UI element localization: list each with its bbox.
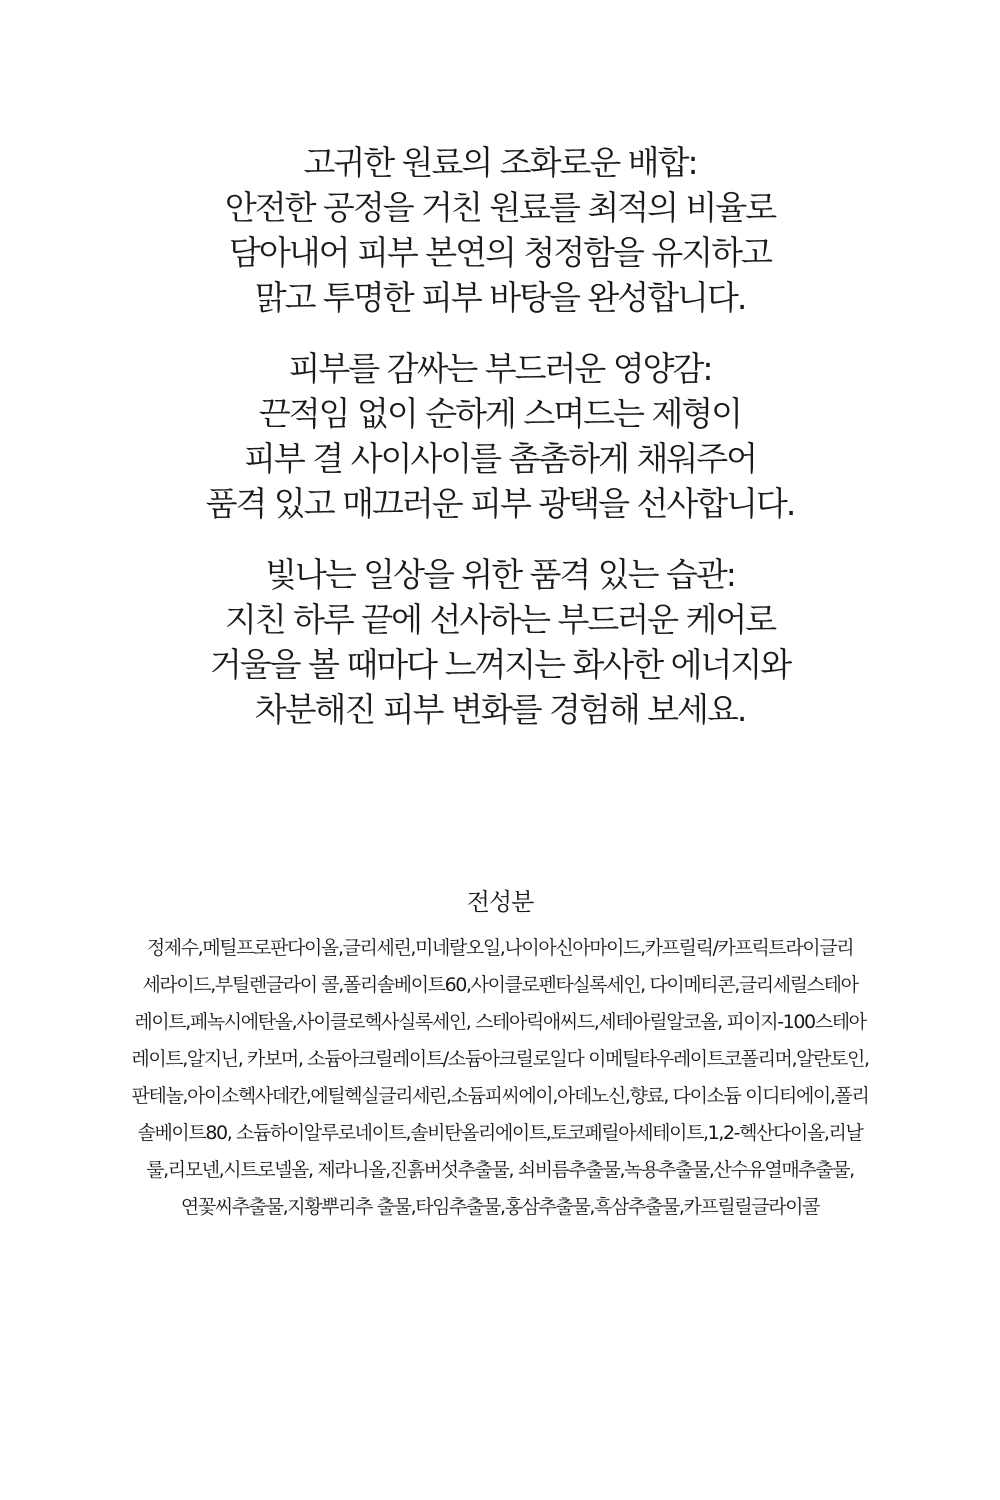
ingredients-title: 전성분: [466, 888, 534, 916]
ingredients-list: [60, 930, 940, 1226]
description-paragraph-ingredients-harmony: [0, 140, 1000, 320]
ingredients-line: 연꽃씨추출물,지황뿌리추 출물,타임추출물,홍삼추출물,흑삼추출물,카프릴릴글라이콜: [180, 1196, 820, 1218]
description-line: 차분해진 피부 변화를 경험해 보세요.: [254, 690, 746, 729]
ingredients-line: 룰,리모넨,시트로넬올, 제라니올,진흙버섯추출물, 쇠비름추출물,녹용추출물,산수유열매추출물,: [146, 1159, 854, 1181]
description-line: 담아내어 피부 본연의 청정함을 유지하고: [229, 233, 771, 272]
description-line: 안전한 공정을 거친 원료를 최적의 비율로: [224, 188, 776, 227]
ingredients-line: 정제수,메틸프로판다이올,글리세린,미네랄오일,나이아신아마이드,카프릴릭/카프릭트라이글리: [146, 937, 854, 959]
description-line: 지친 하루 끝에 선사하는 부드러운 케어로: [224, 600, 776, 639]
description-line: 피부 결 사이사이를 촘촘하게 채워주어: [243, 439, 756, 478]
description-line: 끈적임 없이 순하게 스며드는 제형이: [258, 394, 742, 433]
description-line: 거울을 볼 때마다 느껴지는 화사한 에너지와: [209, 645, 791, 684]
description-heading: 고귀한 원료의 조화로운 배합:: [303, 143, 697, 182]
description-paragraph-daily-habit: [0, 552, 1000, 732]
ingredients-line: 솔베이트80, 소듐하이알루로네이트,솔비탄올리에이트,토코페릴아세테이트,1,2-헥산다이올,리날: [137, 1122, 863, 1144]
description-heading: 피부를 감싸는 부드러운 영양감:: [288, 349, 712, 388]
description-line: 맑고 투명한 피부 바탕을 완성합니다.: [254, 278, 746, 317]
description-paragraph-nourishment: [0, 346, 1000, 526]
ingredients-line: 세라이드,부틸렌글라이 콜,폴리솔베이트60,사이클로펜타실록세인, 다이메티콘,글리세릴스테아: [142, 974, 858, 996]
ingredients-line: 레이트,페녹시에탄올,사이클로헥사실록세인, 스테아릭애씨드,세테아릴알코올, 피이지-100스테아: [134, 1011, 866, 1033]
description-heading: 빛나는 일상을 위한 품격 있는 습관:: [265, 555, 735, 594]
ingredients-line: 판테놀,아이소헥사데칸,에틸헥실글리세린,소듐피씨에이,아데노신,향료, 다이소듐 이디티에이,폴리: [131, 1085, 869, 1107]
ingredients-line: 레이트,알지닌, 카보머, 소듐아크릴레이트/소듐아크릴로일다 이메틸타우레이트코폴리머,알란토인,: [131, 1048, 869, 1070]
description-line: 품격 있고 매끄러운 피부 광택을 선사합니다.: [205, 484, 795, 523]
full-ingredients-section: [60, 884, 940, 1226]
product-description: [0, 140, 1000, 758]
